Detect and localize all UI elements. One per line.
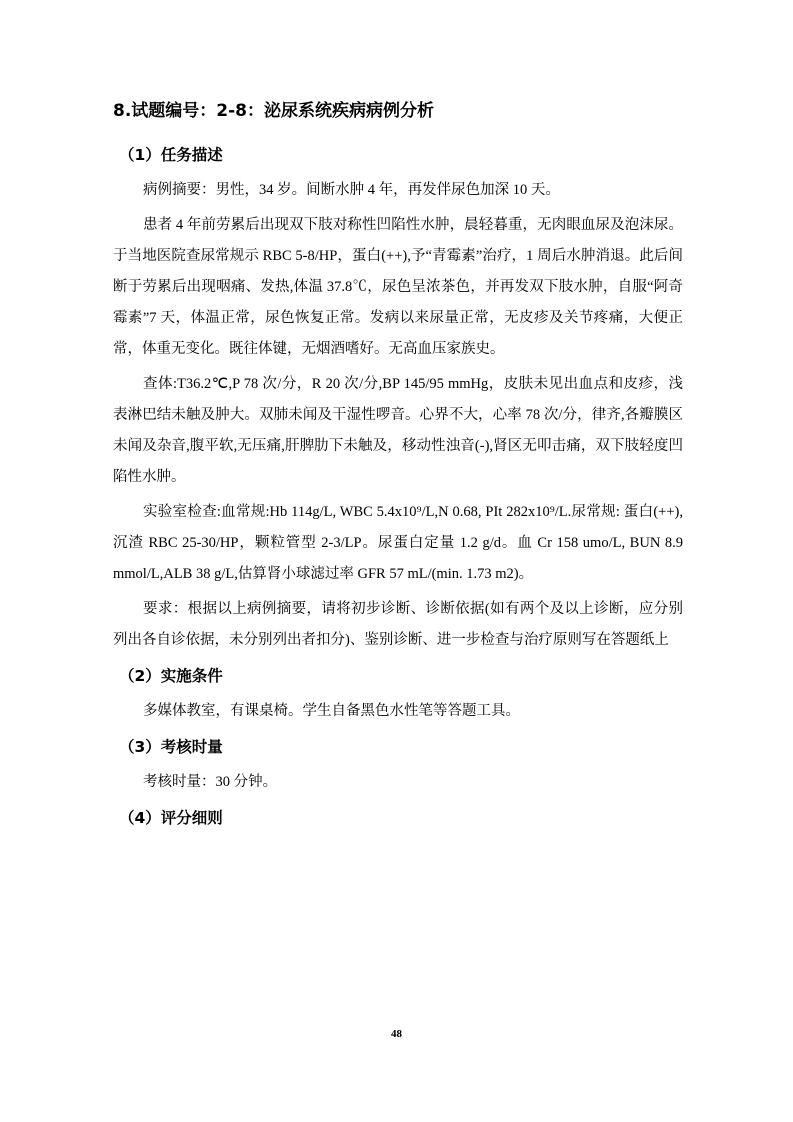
paragraph: 患者 4 年前劳累后出现双下肢对称性凹陷性水肿，晨轻暮重，无肉眼血尿及泡沫尿。于当地医院查尿常规示 RBC 5-8/HP，蛋白(++),予“青霉素”治疗，1 周后水肿消退。此后间断于劳累后出现咽痛、发热,体温 37.8℃，尿色呈浓茶色，并再发双下肢水肿，自服“阿奇霉素”7 天，体温正常，尿色恢复正常。发病以来尿量正常，无皮疹及关节疼痛，大便正常，体重无变化。既往体键，无烟酒嗜好。无高血压家族史。 (113, 217, 683, 357)
section-task-description (113, 143, 683, 656)
paragraph: 实验室检查:血常规:Hb 114g/L, WBC 5.4x10⁹/L,N 0.68, PIt 282x10⁹/L.尿常规: 蛋白(++),沉渣 RBC 25-30/HP，颗粒管型 2-3/LP。尿蛋白定量 1.2 g/d。血 Cr 158 umo/L, BUN 8.9 mmol/L,ALB 38 g/L,估算肾小球滤过率 GFR 57 mL/(min. 1.73 m2)。 (113, 504, 683, 582)
section-scoring-rules (113, 806, 683, 828)
paragraph: 多媒体教室，有课桌椅。学生自备黑色水性笔等答题工具。 (143, 703, 520, 719)
paragraph: 查体:T36.2℃,P 78 次/分，R 20 次/分,BP 145/95 mmHg，皮肤未见出血点和皮疹，浅表淋巴结未触及肿大。双肺未闻及干湿性啰音。心界不大，心率 78 次/分，律齐,各瓣膜区未闻及杂音,腹平软,无压痛,肝脾肋下未触及，移动性浊音(-),肾区无叩击痛，双下肢轻度凹陷性水肿。 (113, 376, 683, 485)
page-number: 48 (391, 1028, 402, 1040)
document-body (113, 96, 683, 838)
section-assessment-duration (113, 735, 683, 798)
section-heading: （4）评分细则 (119, 809, 223, 827)
paragraph: 病例摘要：男性，34 岁。间断水肿 4 年，再发伴尿色加深 10 天。 (143, 182, 560, 198)
section-implementation-conditions (113, 664, 683, 727)
page-title: 8.试题编号：2-8：泌尿系统疾病病例分析 (113, 101, 434, 121)
paragraph: 考核时量：30 分钟。 (143, 774, 278, 790)
paragraph: 要求：根据以上病例摘要，请将初步诊断、诊断依据(如有两个及以上诊断，应分别列出各自诊依据，未分别列出者扣分)、鉴别诊断、进一步检查与治疗原则写在答题纸上 (113, 601, 683, 648)
section-heading: （2）实施条件 (119, 667, 223, 685)
section-heading: （3）考核时量 (119, 738, 223, 756)
section-heading: （1）任务描述 (119, 146, 223, 164)
